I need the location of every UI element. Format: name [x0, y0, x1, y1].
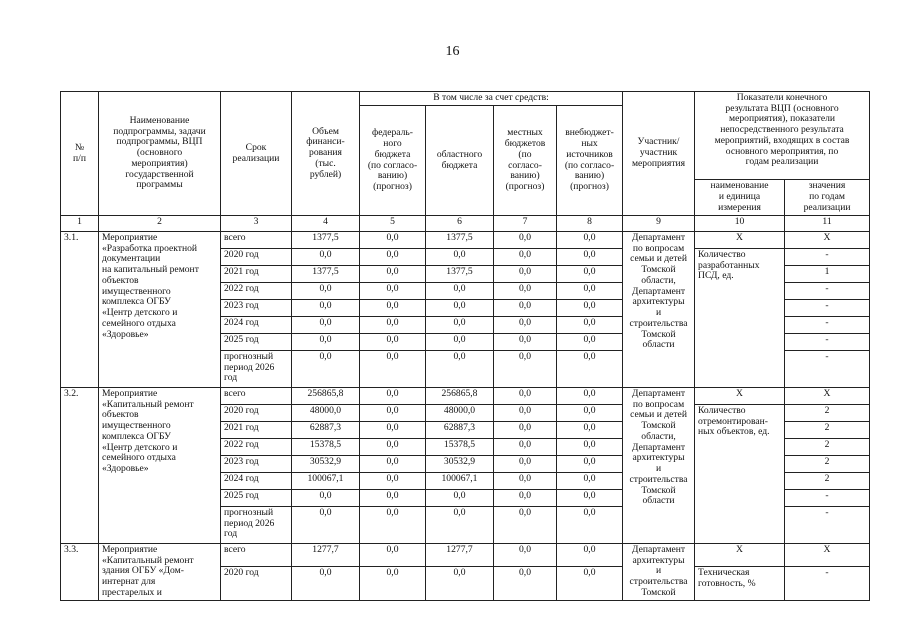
participant-cell: Департамент по вопросам семьи и детей Томской области, Департамент архитектуры и строительства Томской области: [623, 388, 695, 544]
offbudget-cell: 0,0: [557, 300, 623, 317]
offbudget-cell: 0,0: [557, 334, 623, 351]
offbudget-cell: 0,0: [557, 232, 623, 249]
header-num: № п/п: [61, 92, 99, 216]
term-cell: 2020 год: [221, 249, 292, 266]
local-cell: 0,0: [494, 283, 557, 300]
indicator-value-cell: 2: [785, 473, 870, 490]
volume-cell: 15378,5: [292, 439, 360, 456]
local-cell: 0,0: [494, 473, 557, 490]
regional-cell: 30532,9: [426, 456, 494, 473]
offbudget-cell: 0,0: [557, 544, 623, 567]
regional-cell: 0,0: [426, 283, 494, 300]
volume-cell: 0,0: [292, 283, 360, 300]
regional-cell: 256865,8: [426, 388, 494, 405]
regional-cell: 0,0: [426, 567, 494, 600]
local-cell: 0,0: [494, 249, 557, 266]
volume-cell: 0,0: [292, 507, 360, 544]
offbudget-cell: 0,0: [557, 266, 623, 283]
offbudget-cell: 0,0: [557, 507, 623, 544]
column-number: 9: [623, 216, 695, 232]
federal-cell: 0,0: [360, 422, 426, 439]
header-term: Срок реализации: [221, 92, 292, 216]
regional-cell: 48000,0: [426, 405, 494, 422]
volume-cell: 1377,5: [292, 232, 360, 249]
offbudget-cell: 0,0: [557, 490, 623, 507]
term-cell: прогнозный период 2026 год: [221, 507, 292, 544]
local-cell: 0,0: [494, 544, 557, 567]
volume-cell: 256865,8: [292, 388, 360, 405]
term-cell: 2020 год: [221, 405, 292, 422]
event-number: 3.3.: [61, 544, 99, 601]
local-cell: 0,0: [494, 507, 557, 544]
federal-cell: 0,0: [360, 317, 426, 334]
indicator-value-cell: 2: [785, 422, 870, 439]
indicator-name-cell: Количество отремонтирован- ных объектов, ед.: [695, 405, 785, 544]
header-offbudget: внебюджет- ных источников (по согласо- ванию) (прогноз): [557, 106, 623, 216]
local-cell: 0,0: [494, 456, 557, 473]
local-cell: 0,0: [494, 388, 557, 405]
volume-cell: 100067,1: [292, 473, 360, 490]
header-local: местных бюджетов (по согласо- ванию) (прогноз): [494, 106, 557, 216]
federal-cell: 0,0: [360, 544, 426, 567]
indicator-value-cell: -: [785, 334, 870, 351]
term-cell: 2020 год: [221, 567, 292, 600]
regional-cell: 0,0: [426, 334, 494, 351]
term-cell: всего: [221, 388, 292, 405]
column-number: 2: [99, 216, 221, 232]
term-cell: всего: [221, 544, 292, 567]
indicator-name-total: X: [695, 388, 785, 405]
federal-cell: 0,0: [360, 334, 426, 351]
local-cell: 0,0: [494, 266, 557, 283]
local-cell: 0,0: [494, 422, 557, 439]
regional-cell: 1377,5: [426, 232, 494, 249]
indicator-value-cell: 2: [785, 405, 870, 422]
table-row: [61, 388, 870, 405]
federal-cell: 0,0: [360, 439, 426, 456]
federal-cell: 0,0: [360, 283, 426, 300]
regional-cell: 100067,1: [426, 473, 494, 490]
event-name: Мероприятие «Капитальный ремонт объектов имущественного комплекса ОГБУ «Центр детского и семейного отдыха «Здоровье»: [99, 388, 221, 544]
federal-cell: 0,0: [360, 351, 426, 388]
regional-cell: 0,0: [426, 507, 494, 544]
event-number: 3.2.: [61, 388, 99, 544]
term-cell: 2025 год: [221, 334, 292, 351]
participant-cell: Департамент архитектуры и строительства Томской: [623, 544, 695, 601]
regional-cell: 0,0: [426, 317, 494, 334]
federal-cell: 0,0: [360, 266, 426, 283]
regional-cell: 15378,5: [426, 439, 494, 456]
volume-cell: 0,0: [292, 334, 360, 351]
federal-cell: 0,0: [360, 490, 426, 507]
header-indicators: Показатели конечного результата ВЦП (основного мероприятия), показатели непосредственного результата мероприятий, входящих в состав основного мероприятия, по годам реализации: [695, 92, 870, 180]
indicator-value-cell: -: [785, 300, 870, 317]
indicator-value-cell: X: [785, 388, 870, 405]
term-cell: 2022 год: [221, 283, 292, 300]
volume-cell: 1277,7: [292, 544, 360, 567]
header-volume: Объем финанси- рования (тыс. рублей): [292, 92, 360, 216]
header-federal: федераль- ного бюджета (по согласо- ванию) (прогноз): [360, 106, 426, 216]
indicator-value-cell: -: [785, 567, 870, 600]
indicator-name-total: X: [695, 544, 785, 567]
indicator-value-cell: -: [785, 351, 870, 388]
column-numbers-row: [61, 216, 870, 232]
header-participant: Участник/ участник мероприятия: [623, 92, 695, 216]
local-cell: 0,0: [494, 439, 557, 456]
indicator-value-cell: -: [785, 249, 870, 266]
header-name: Наименование подпрограммы, задачи подпрограммы, ВЦП (основного мероприятия) государственной программы: [99, 92, 221, 216]
column-number: 3: [221, 216, 292, 232]
term-cell: прогнозный период 2026 год: [221, 351, 292, 388]
participant-cell: Департамент по вопросам семьи и детей Томской области, Департамент архитектуры и строительства Томской области: [623, 232, 695, 388]
regional-cell: 1277,7: [426, 544, 494, 567]
header-indicator-name: наименование и единица измерения: [695, 180, 785, 216]
term-cell: 2021 год: [221, 266, 292, 283]
column-number: 10: [695, 216, 785, 232]
offbudget-cell: 0,0: [557, 422, 623, 439]
indicator-value-cell: -: [785, 490, 870, 507]
event-number: 3.1.: [61, 232, 99, 388]
header-regional: областного бюджета: [426, 106, 494, 216]
indicator-value-cell: 2: [785, 456, 870, 473]
indicator-value-cell: -: [785, 507, 870, 544]
federal-cell: 0,0: [360, 507, 426, 544]
volume-cell: 0,0: [292, 317, 360, 334]
volume-cell: 48000,0: [292, 405, 360, 422]
local-cell: 0,0: [494, 317, 557, 334]
table-header: [61, 92, 870, 232]
column-number: 8: [557, 216, 623, 232]
volume-cell: 0,0: [292, 249, 360, 266]
federal-cell: 0,0: [360, 405, 426, 422]
indicator-value-cell: X: [785, 544, 870, 567]
volume-cell: 1377,5: [292, 266, 360, 283]
term-cell: 2023 год: [221, 456, 292, 473]
term-cell: 2024 год: [221, 473, 292, 490]
indicator-value-cell: X: [785, 232, 870, 249]
federal-cell: 0,0: [360, 567, 426, 600]
local-cell: 0,0: [494, 490, 557, 507]
local-cell: 0,0: [494, 232, 557, 249]
local-cell: 0,0: [494, 300, 557, 317]
column-number: 4: [292, 216, 360, 232]
offbudget-cell: 0,0: [557, 405, 623, 422]
indicator-name-total: X: [695, 232, 785, 249]
term-cell: всего: [221, 232, 292, 249]
indicator-name-cell: Количество разработанных ПСД, ед.: [695, 249, 785, 388]
term-cell: 2021 год: [221, 422, 292, 439]
federal-cell: 0,0: [360, 388, 426, 405]
offbudget-cell: 0,0: [557, 473, 623, 490]
indicator-name-cell: Техническая готовность, %: [695, 567, 785, 600]
volume-cell: 62887,3: [292, 422, 360, 439]
offbudget-cell: 0,0: [557, 317, 623, 334]
term-cell: 2025 год: [221, 490, 292, 507]
program-table: [60, 91, 870, 601]
regional-cell: 0,0: [426, 249, 494, 266]
regional-cell: 1377,5: [426, 266, 494, 283]
volume-cell: 0,0: [292, 300, 360, 317]
federal-cell: 0,0: [360, 232, 426, 249]
federal-cell: 0,0: [360, 300, 426, 317]
offbudget-cell: 0,0: [557, 249, 623, 266]
volume-cell: 0,0: [292, 351, 360, 388]
local-cell: 0,0: [494, 405, 557, 422]
indicator-value-cell: 1: [785, 266, 870, 283]
local-cell: 0,0: [494, 567, 557, 600]
header-indicator-values: значения по годам реализации: [785, 180, 870, 216]
column-number: 6: [426, 216, 494, 232]
term-cell: 2023 год: [221, 300, 292, 317]
federal-cell: 0,0: [360, 473, 426, 490]
term-cell: 2024 год: [221, 317, 292, 334]
offbudget-cell: 0,0: [557, 388, 623, 405]
local-cell: 0,0: [494, 351, 557, 388]
volume-cell: 0,0: [292, 567, 360, 600]
regional-cell: 0,0: [426, 300, 494, 317]
program-table-wrapper: [60, 91, 869, 601]
regional-cell: 62887,3: [426, 422, 494, 439]
table-row: [61, 232, 870, 249]
event-name: Мероприятие «Капитальный ремонт здания ОГБУ «Дом- интернат для престарелых и: [99, 544, 221, 601]
table-body: [61, 232, 870, 601]
event-name: Мероприятие «Разработка проектной документации на капитальный ремонт объектов имущественного комплекса ОГБУ «Центр детского и семейного отдыха «Здоровье»: [99, 232, 221, 388]
offbudget-cell: 0,0: [557, 456, 623, 473]
regional-cell: 0,0: [426, 351, 494, 388]
indicator-value-cell: 2: [785, 439, 870, 456]
offbudget-cell: 0,0: [557, 567, 623, 600]
indicator-value-cell: -: [785, 317, 870, 334]
indicator-value-cell: -: [785, 283, 870, 300]
federal-cell: 0,0: [360, 456, 426, 473]
offbudget-cell: 0,0: [557, 351, 623, 388]
regional-cell: 0,0: [426, 490, 494, 507]
local-cell: 0,0: [494, 334, 557, 351]
term-cell: 2022 год: [221, 439, 292, 456]
offbudget-cell: 0,0: [557, 439, 623, 456]
table-row: [61, 544, 870, 567]
offbudget-cell: 0,0: [557, 283, 623, 300]
column-number: 1: [61, 216, 99, 232]
column-number: 5: [360, 216, 426, 232]
column-number: 7: [494, 216, 557, 232]
page-number: 16: [445, 44, 460, 59]
volume-cell: 30532,9: [292, 456, 360, 473]
column-number: 11: [785, 216, 870, 232]
header-including: В том числе за счет средств:: [360, 92, 623, 106]
volume-cell: 0,0: [292, 490, 360, 507]
federal-cell: 0,0: [360, 249, 426, 266]
